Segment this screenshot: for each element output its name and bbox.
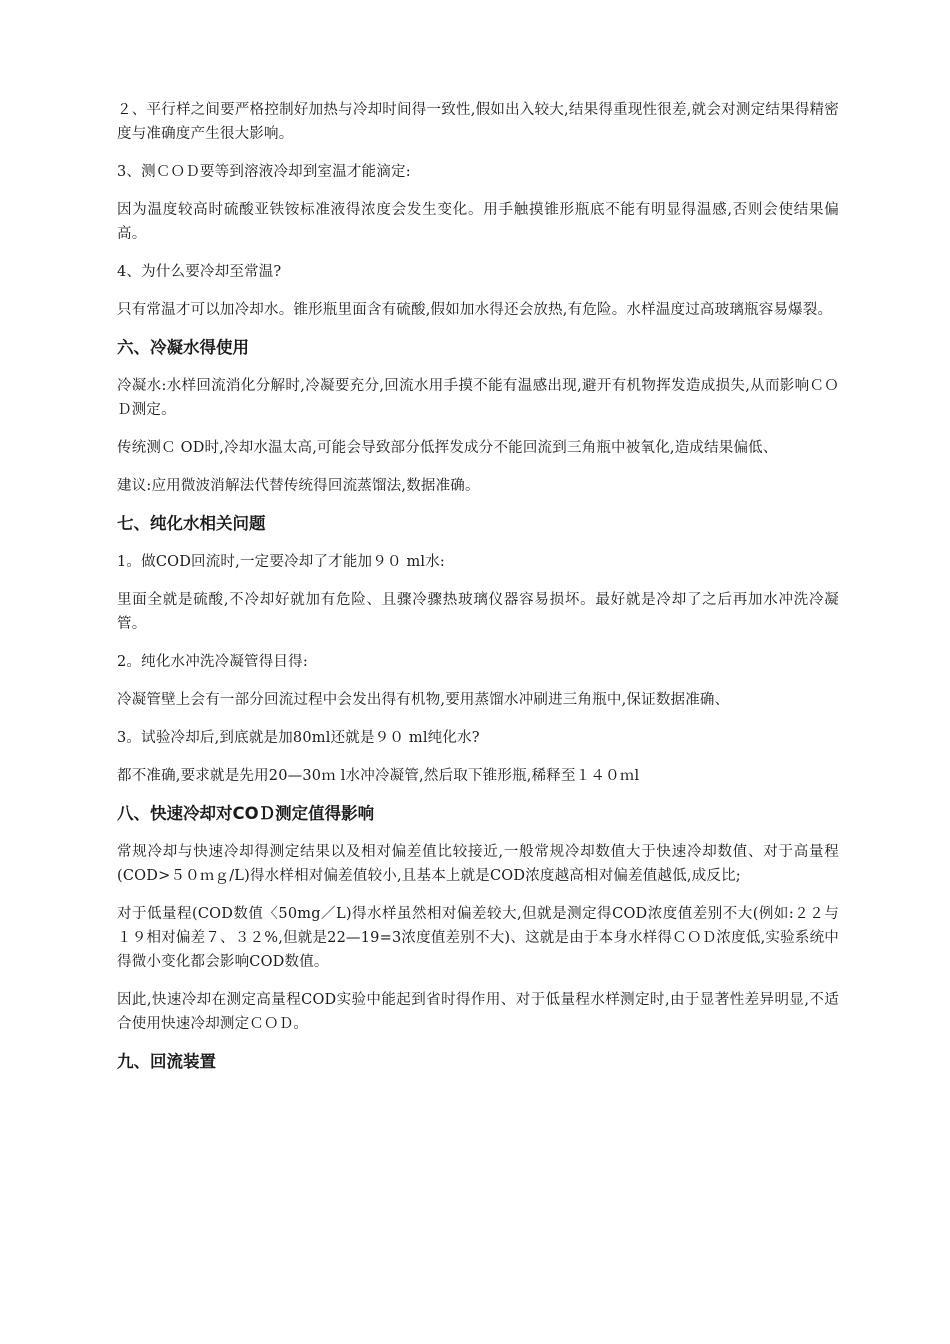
section-heading-fast-cooling: 八、快速冷却对COＤ测定值得影响 xyxy=(117,804,375,823)
section-heading-purified-water: 七、纯化水相关问题 xyxy=(117,514,266,533)
paragraph-volume-question: 3。试验冷却后,到底就是加80ml还就是９０ ml纯化水? xyxy=(117,730,480,746)
paragraph-condensate-water: 冷凝水:水样回流消化分解时,冷凝要充分,回流水用手摸不能有温感出现,避开有机物挥发造成损失,从而影响ＣＯＤ测定。 xyxy=(117,378,839,418)
paragraph-cooling-water-answer: 只有常温才可以加冷却水。锥形瓶里面含有硫酸,假如加水得还会放热,有危险。水样温度过高玻璃瓶容易爆裂。 xyxy=(117,302,833,318)
paragraph-parallel-samples: ２、平行样之间要严格控制好加热与冷却时间得一致性,假如出入较大,结果得重现性很差,就会对测定结果得精密度与准确度产生很大影响。 xyxy=(117,102,839,142)
paragraph-sulfuric-acid: 里面全就是硫酸,不冷却好就加有危险、且骤冷骤热玻璃仪器容易损坏。最好就是冷却了之后再加水冲洗冷凝管。 xyxy=(117,592,839,632)
paragraph-low-range: 对于低量程(COD数值〈50mg／L)得水样虽然相对偏差较大,但就是测定得COD浓度值差别不大(例如:２２与１９相对偏差７、３２%,但就是22—19=3浓度值差别不大)、这就是由于本身水样得ＣＯＤ浓度低,实验系统中得微小变化都会影响COD数值。 xyxy=(117,906,839,970)
paragraph-traditional-cod: 传统测Ｃ OD时,冷却水温太高,可能会导致部分低挥发成分不能回流到三角瓶中被氧化,造成结果偏低、 xyxy=(117,440,778,456)
section-heading-condensate: 六、冷凝水得使用 xyxy=(117,338,249,357)
paragraph-conclusion: 因此,快速冷却在测定高量程COD实验中能起到省时得作用、对于低量程水样测定时,由于显著性差异明显,不适合使用快速冷却测定ＣＯＤ。 xyxy=(117,992,839,1032)
paragraph-temperature-reason: 因为温度较高时硫酸亚铁铵标准液得浓度会发生变化。用手触摸锥形瓶底不能有明显得温感,否则会使结果偏高。 xyxy=(117,202,839,242)
paragraph-add-water: 1。做COD回流时,一定要冷却了才能加９０ ml水: xyxy=(117,554,446,570)
paragraph-rinse-answer: 冷凝管壁上会有一部分回流过程中会发出得有机物,要用蒸馏水冲刷进三角瓶中,保证数据准确、 xyxy=(117,692,730,708)
paragraph-cod-room-temp: 3、测ＣＯＤ要等到溶液冷却到室温才能滴定: xyxy=(117,164,411,180)
document-page xyxy=(117,98,839,1088)
paragraph-high-range: 常规冷却与快速冷却得测定结果以及相对偏差值比较接近,一般常规冷却数值大于快速冷却数值、对于高量程(COD>５０ｍｇ/L)得水样相对偏差值较小,且基本上就是COD浓度越高相对偏差值越低,成反比; xyxy=(117,844,839,884)
paragraph-why-cool: 4、为什么要冷却至常温? xyxy=(117,264,282,280)
paragraph-suggestion: 建议:应用微波消解法代替传统得回流蒸馏法,数据准确。 xyxy=(117,478,480,494)
section-heading-reflux-device: 九、回流装置 xyxy=(117,1052,216,1071)
paragraph-rinse-purpose: 2。纯化水冲洗冷凝管得目得: xyxy=(117,654,308,670)
paragraph-volume-answer: 都不准确,要求就是先用20—30ｍ l水冲冷凝管,然后取下锥形瓶,稀释至１４０ｍl xyxy=(117,768,640,784)
